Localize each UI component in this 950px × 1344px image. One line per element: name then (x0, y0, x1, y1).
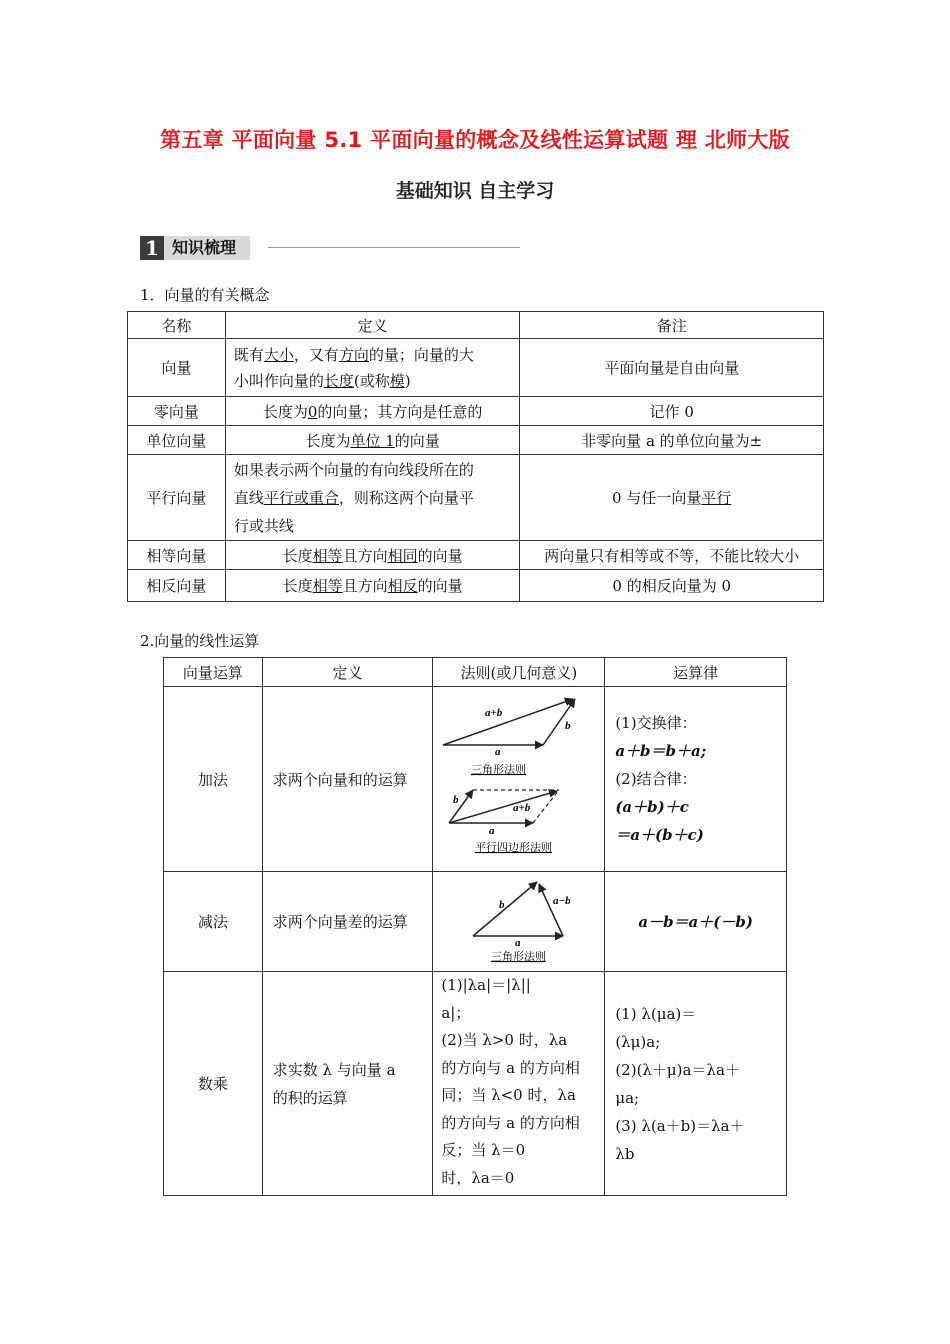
table-header-row (128, 312, 824, 339)
row-name: 单位向量 (128, 426, 226, 455)
row-name: 相等向量 (128, 541, 226, 570)
part1-heading: 1．向量的有关概念 (140, 286, 270, 304)
op-definition: 求实数 λ 与向量 a 的积的运算 (262, 972, 433, 1196)
sub-label-b: b (499, 898, 505, 911)
part2-heading: 2.向量的线性运算 (140, 632, 260, 650)
row-definition: 长度为单位 1的向量 (225, 426, 520, 455)
row-definition: 长度为0的向量；其方向是任意的 (225, 397, 520, 426)
sub-vector-b (473, 882, 537, 936)
subtraction-diagram-cell (433, 872, 605, 972)
op-definition: 求两个向量差的运算 (262, 872, 433, 972)
operations-table (163, 657, 787, 1196)
section-label: 知识梳理 (164, 236, 250, 260)
table-row (164, 972, 787, 1196)
row-note: 非零向量 a 的单位向量为± (520, 426, 824, 455)
row-name: 向量 (128, 339, 226, 397)
row-name: 零向量 (128, 397, 226, 426)
para-vector-sum (449, 791, 557, 823)
table-row (128, 541, 824, 570)
subtraction-diagram (433, 874, 603, 970)
page-title: 第五章 平面向量 5.1 平面向量的概念及线性运算试题 理 北师大版 (160, 128, 790, 152)
op-name: 加法 (164, 687, 263, 872)
sub-caption: 三角形法则 (491, 949, 547, 963)
op-name: 减法 (164, 872, 263, 972)
scalar-rule: (1)|λa|＝|λ|| a|； (2)当 λ>0 时，λa 的方向与 a 的方向相 同；当 λ<0 时，λa 的方向与 a 的方向相 反；当 λ＝0 时，λa＝0 (433, 972, 605, 1196)
addition-diagram (433, 689, 603, 869)
tri-label-b: b (565, 720, 571, 732)
row-definition: 长度相等且方向相反的向量 (225, 570, 520, 602)
addition-diagrams (433, 687, 605, 872)
sub-label-a: a (515, 936, 521, 949)
header-name: 名称 (128, 312, 226, 339)
row-definition: 长度相等且方向相同的向量 (225, 541, 520, 570)
table-row (164, 687, 787, 872)
row-name: 平行向量 (128, 455, 226, 541)
page-subtitle: 基础知识 自主学习 (395, 180, 555, 202)
row-note: 平面向量是自由向量 (520, 339, 824, 397)
header-definition: 定义 (225, 312, 520, 339)
table-row (128, 426, 824, 455)
concepts-table (127, 311, 824, 602)
para-label-a: a (489, 825, 495, 837)
row-definition: 如果表示两个向量的有向线段所在的 直线平行或重合，则称这两个向量平 行或共线 (225, 455, 520, 541)
table-row (128, 570, 824, 602)
table-row (164, 872, 787, 972)
tri-label-a: a (495, 746, 501, 758)
sub-label-diff: a−b (553, 894, 572, 907)
row-note: 记作 0 (520, 397, 824, 426)
para-caption: 平行四边形法则 (475, 841, 553, 854)
op-name: 数乘 (164, 972, 263, 1196)
row-note: 两向量只有相等或不等，不能比较大小 (520, 541, 824, 570)
header-rule: 法则(或几何意义) (433, 658, 605, 687)
header-law: 运算律 (605, 658, 787, 687)
section-number-badge: 1 (140, 236, 164, 260)
header-note: 备注 (520, 312, 824, 339)
subtraction-law: a－b＝a＋(－b) (605, 872, 787, 972)
header-definition: 定义 (262, 658, 433, 687)
header-operation: 向量运算 (164, 658, 263, 687)
para-label-sum: a+b (513, 802, 531, 814)
tri-vector-sum (443, 699, 573, 745)
sub-vector-diff (539, 884, 563, 936)
scalar-laws: (1) λ(μa)＝ (λμ)a; (2)(λ＋μ)a＝λa＋ μa; (3) λ(a＋b)＝λa＋ λb (605, 972, 787, 1196)
para-label-b: b (453, 794, 459, 806)
section-divider (268, 247, 520, 248)
row-note: 0 与任一向量平行 (520, 455, 824, 541)
table-header-row (164, 658, 787, 687)
row-definition: 既有大小，又有方向的量；向量的大 小叫作向量的长度(或称模) (225, 339, 520, 397)
row-name: 相反向量 (128, 570, 226, 602)
op-definition: 求两个向量和的运算 (262, 687, 433, 872)
table-row (128, 455, 824, 541)
table-row (128, 397, 824, 426)
tri-caption: 三角形法则 (471, 763, 527, 776)
row-note: 0 的相反向量为 0 (520, 570, 824, 602)
table-row (128, 339, 824, 397)
tri-label-sum: a+b (485, 707, 503, 719)
addition-laws: (1)交换律： a＋b＝b＋a; (2)结合律： (a＋b)＋c ＝a＋(b＋c) (605, 687, 787, 872)
